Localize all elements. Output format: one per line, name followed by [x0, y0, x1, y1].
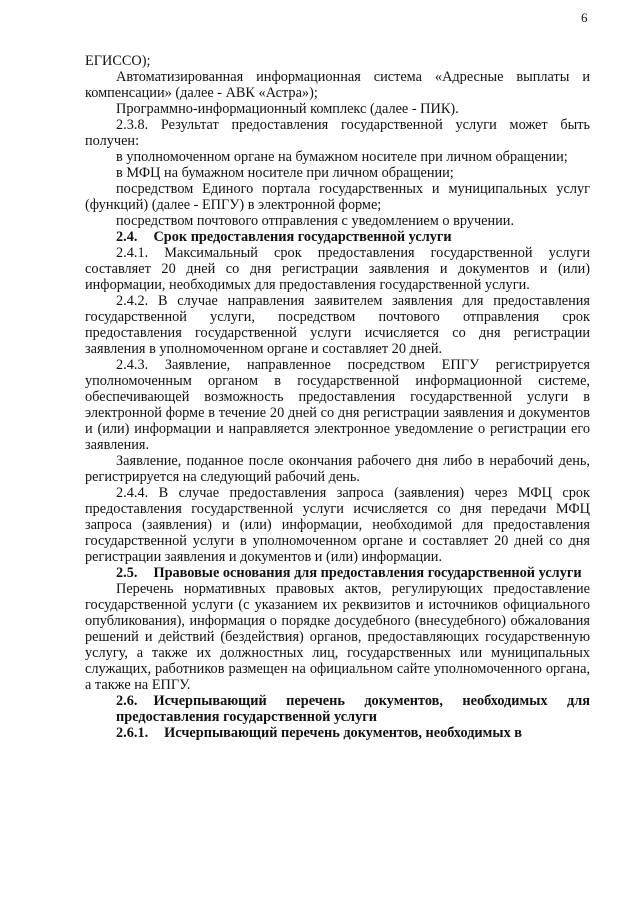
- paragraph: посредством Единого портала государственных и муниципальных услуг (функций) (далее - ЕПГУ) в электронной форме;: [85, 181, 590, 213]
- document-body: [85, 53, 590, 741]
- section-heading: [85, 693, 590, 725]
- paragraph: 2.4.4. В случае предоставления запроса (заявления) через МФЦ срок предоставления государственной услуги исчисляется со дня передачи МФЦ запроса (заявления) и (или) информации, необходимой для предоставления государственной услуги в уполномоченном органе и составляет 20 дней со дня регистрации заявления и документов и (или) информации.: [85, 485, 590, 565]
- section-title: Правовые основания для предоставления государственной услуги: [153, 565, 582, 581]
- section-heading: [85, 725, 590, 741]
- section-number: 2.4.: [116, 229, 138, 245]
- section-number: 2.6.: [116, 693, 138, 709]
- section-title: Срок предоставления государственной услуги: [153, 229, 452, 245]
- paragraph: Перечень нормативных правовых актов, регулирующих предоставление государственной услуги (с указанием их реквизитов и источников официального опубликования), информация о порядке досудебного (внесудебного) обжалования решений и действий (бездействия) органов, предоставляющих государственную услугу, а также их должностных лиц, государственных или муниципальных служащих, работников размещен на официальном сайте уполномоченного органа, а также на ЕПГУ.: [85, 581, 590, 693]
- paragraph: 2.3.8. Результат предоставления государственной услуги может быть получен:: [85, 117, 590, 149]
- page-number: 6: [581, 10, 588, 25]
- section-heading: [85, 565, 590, 581]
- paragraph: 2.4.1. Максимальный срок предоставления государственной услуги составляет 20 дней со дня регистрации заявления и документов и (или) информации, необходимых для предоставления государственной услуги.: [85, 245, 590, 293]
- paragraph: посредством почтового отправления с уведомлением о вручении.: [116, 213, 515, 229]
- paragraph: ЕГИССО);: [85, 53, 151, 69]
- section-heading: [85, 229, 590, 245]
- section-title: Исчерпывающий перечень документов, необходимых для предоставления государственной услуги: [116, 693, 590, 725]
- section-number: 2.5.: [116, 565, 138, 581]
- section-title: Исчерпывающий перечень документов, необходимых в: [164, 725, 523, 741]
- paragraph: в МФЦ на бумажном носителе при личном обращении;: [116, 165, 454, 181]
- paragraph: в уполномоченном органе на бумажном носителе при личном обращении;: [116, 149, 568, 165]
- paragraph: Заявление, поданное после окончания рабочего дня либо в нерабочий день, регистрируется на следующий рабочий день.: [85, 453, 590, 485]
- paragraph: 2.4.3. Заявление, направленное посредством ЕПГУ регистрируется уполномоченным органом в государственной информационной системе, обеспечивающей возможность предоставления государственной услуги в электронной форме в течение 20 дней со дня регистрации заявления и документов и (или) информации и направляется электронное уведомление о регистрации его заявления.: [85, 357, 590, 453]
- paragraph: Программно-информационный комплекс (далее - ПИК).: [116, 101, 459, 117]
- paragraph: 2.4.2. В случае направления заявителем заявления для предоставления государственной услуги, посредством почтового отправления срок предоставления государственной услуги исчисляется со дня регистрации заявления в уполномоченном органе и составляет 20 дней.: [85, 293, 590, 357]
- paragraph: Автоматизированная информационная система «Адресные выплаты и компенсации» (далее - АВК «Астра»);: [85, 69, 590, 101]
- section-number: 2.6.1.: [116, 725, 149, 741]
